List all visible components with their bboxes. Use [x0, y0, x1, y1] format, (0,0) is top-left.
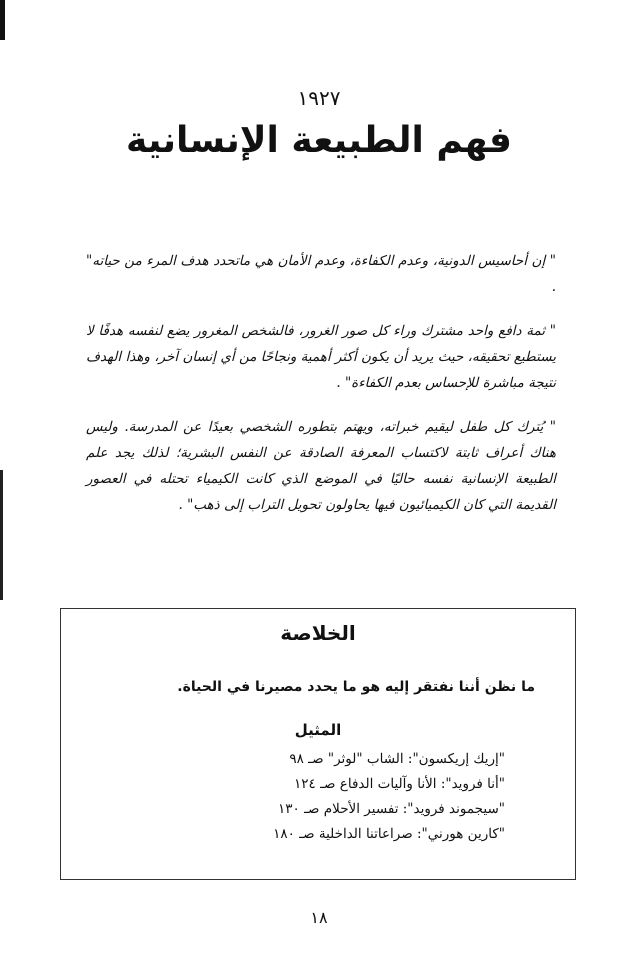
quotes-section	[86, 248, 556, 536]
summary-text: ما نظن أننا نفتقر إليه هو ما يحدد مصيرنا في الحياة.	[177, 679, 535, 695]
summary-heading: الخلاصة	[280, 621, 356, 645]
scan-edge-line	[0, 470, 3, 600]
scan-edge-mark	[0, 0, 5, 40]
quote-paragraph: " إن أحاسيس الدونية، وعدم الكفاءة، وعدم الأمان هي ماتحدد هدف المرء من حياته" .	[86, 253, 556, 295]
quote-paragraph: " يُترك كل طفل ليقيم خبراته، ويهتم بتطوره الشخصي بعيدًا عن المدرسة. وليس هناك أعراف ثابتة لاكتساب المعرفة الصادقة عن النفس البشرية؛ لذلك يجد علم الطبيعة الإنسانية نفسه حاليًا في الموضع الذي كانت الكيمياء تحتله في العصور القديمة التي كان الكيميائيون فيها يحاولون تحويل التراب إلى ذهب" .	[86, 419, 556, 513]
reference-item: "أنا فرويد": الأنا وآليات الدفاع صـ ١٢٤	[294, 776, 505, 792]
reference-item: "سيجموند فرويد": تفسير الأحلام صـ ١٣٠	[278, 801, 505, 817]
page-number: ١٨	[310, 908, 328, 927]
chapter-year: ١٩٢٧	[297, 86, 341, 110]
chapter-title: فهم الطبيعة الإنسانية	[126, 120, 512, 161]
reference-item: "إريك إريكسون": الشاب "لوثر" صـ ٩٨	[289, 751, 505, 767]
reference-item: "كارين هورني": صراعاتنا الداخلية صـ ١٨٠	[273, 826, 505, 842]
references-heading: المثيل	[294, 721, 342, 739]
references-list	[125, 747, 505, 847]
summary-box	[60, 608, 576, 880]
quote-paragraph: " ثمة دافع واحد مشترك وراء كل صور الغرور، فالشخص المغرور يضع لنفسه هدفًا لا يستطيع تحقيقه، حيث يريد أن يكون أكثر أهمية ونجاحًا من أي إنسان آخر، وهذا الهدف نتيجة مباشرة للإحساس بعدم الكفاءة" .	[86, 323, 556, 391]
